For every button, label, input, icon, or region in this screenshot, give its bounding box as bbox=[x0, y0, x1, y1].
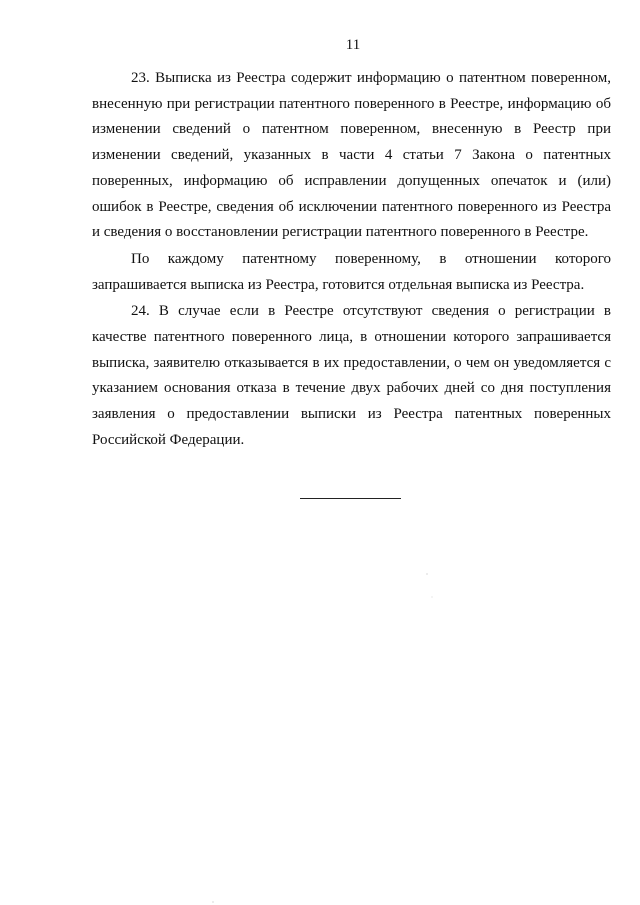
paragraph-23-continuation: По каждому патентному поверенному, в отношении которого запрашивается выписка из Реестра, готовится отдельная выписка из Реестра. bbox=[92, 250, 611, 293]
paragraph-23: 23. Выписка из Реестра содержит информацию о патентном поверенном, внесенную при регистрации патентного поверенного в Реестре, информацию об изменении сведений о патентном поверенном, внесенную в Реестр при изменении сведений, указанных в части 4 статьи 7 Закона о патентных поверенных, информацию об исправлении допущенных опечаток и (или) ошибок в Реестре, сведения об исключении патентного поверенного из Реестра и сведения о восстановлении регистрации патентного поверенного в Реестре. bbox=[92, 70, 611, 241]
document-body bbox=[92, 66, 611, 455]
paragraph-24: 24. В случае если в Реестре отсутствуют сведения о регистрации в качестве патентного поверенного лица, в отношении которого запрашивается выписка, заявителю отказывается в их предоставлении, о чем он уведомляется с указанием основания отказа в течение двух рабочих дней со дня поступления заявления о предоставлении выписки из Реестра патентных поверенных Российской Федерации. bbox=[92, 303, 611, 448]
page-number: 11 bbox=[345, 37, 361, 53]
end-divider-line bbox=[300, 498, 401, 499]
